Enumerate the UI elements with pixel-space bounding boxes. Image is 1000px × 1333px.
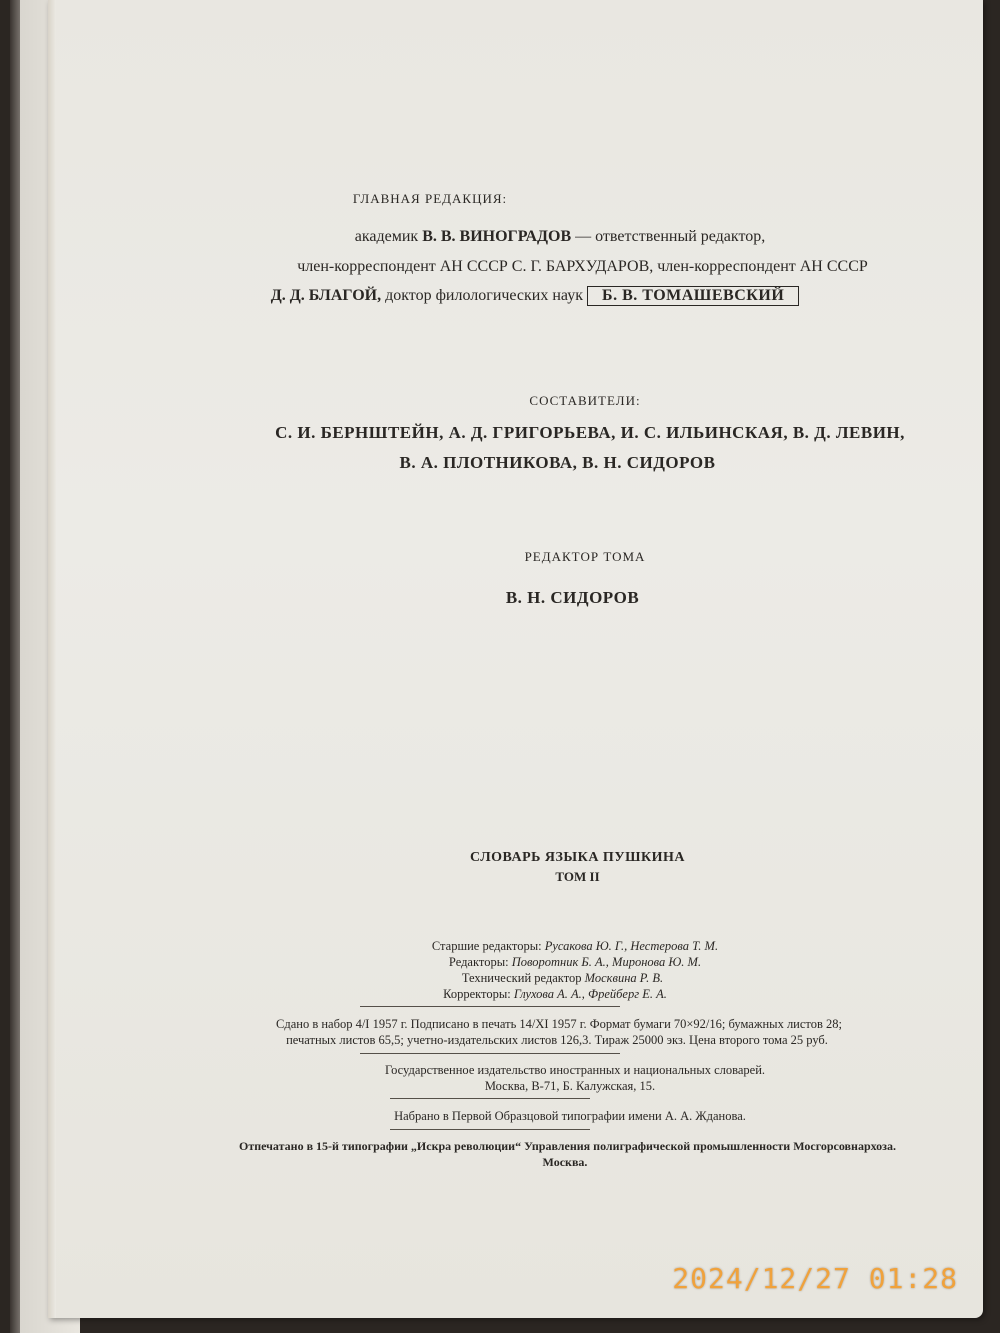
volume-editor-heading: РЕДАКТОР ТОМА bbox=[524, 549, 646, 564]
credit-technical-editor: Технический редактор Москвина Р. В. bbox=[461, 971, 664, 985]
credit-proofreaders: Корректоры: Глухова А. А., Фрейберг Е. А. bbox=[443, 987, 667, 1001]
typeset-info: Набрано в Первой Образцовой типографии имени А. А. Жданова. bbox=[394, 1109, 746, 1123]
credit-editors: Редакторы: Поворотник Б. А., Миронова Ю. М. bbox=[448, 955, 702, 969]
publisher-line-1: Государственное издательство иностранных и национальных словарей. bbox=[384, 1063, 766, 1077]
divider-rule bbox=[390, 1129, 590, 1130]
chief-editorial-line-1: академик В. В. ВИНОГРАДОВ — ответственный редактор, bbox=[354, 228, 766, 245]
divider-rule bbox=[360, 1053, 620, 1054]
book-volume: ТОМ II bbox=[555, 869, 600, 884]
publisher-line-2: Москва, В-71, Б. Калужская, 15. bbox=[484, 1079, 656, 1093]
print-info-line-2: печатных листов 65,5; учетно-издательских листов 126,3. Тираж 25000 экз. Цена второго тома 25 руб. bbox=[286, 1033, 828, 1047]
printed-line-1: Отпечатано в 15-й типографии „Искра революции“ Управления полиграфической промышленности Мосгорсовнархоза. bbox=[238, 1139, 896, 1153]
credit-senior-editors: Старшие редакторы: Русакова Ю. Г., Нестерова Т. М. bbox=[431, 939, 719, 953]
printed-line-2: Москва. bbox=[542, 1155, 588, 1169]
divider-rule bbox=[390, 1098, 590, 1099]
compilers-line-2: В. А. ПЛОТНИКОВА, В. Н. СИДОРОВ bbox=[399, 453, 716, 472]
chief-editorial-line-2: член-корреспондент АН СССР С. Г. БАРХУДАРОВ, член-корреспондент АН СССР bbox=[297, 258, 868, 275]
memorial-frame: Б. В. ТОМАШЕВСКИЙ bbox=[587, 286, 799, 306]
chief-editorial-line-3: Д. Д. БЛАГОЙ, доктор филологических наук Б. В. ТОМАШЕВСКИЙ bbox=[0, 286, 1000, 306]
photo-timestamp: 2024/12/27 01:28 bbox=[672, 1262, 958, 1295]
book-title: СЛОВАРЬ ЯЗЫКА ПУШКИНА bbox=[469, 850, 686, 865]
compilers-line-1: С. И. БЕРНШТЕЙН, А. Д. ГРИГОРЬЕВА, И. С. ИЛЬИНСКАЯ, В. Д. ЛЕВИН, bbox=[275, 423, 905, 442]
print-info-line-1: Сдано в набор 4/I 1957 г. Подписано в печать 14/XI 1957 г. Формат бумаги 70×92/16; бумажных листов 28; bbox=[276, 1017, 842, 1031]
compilers-heading: СОСТАВИТЕЛИ: bbox=[529, 393, 641, 408]
chief-editorial-heading: ГЛАВНАЯ РЕДАКЦИЯ: bbox=[352, 191, 508, 206]
volume-editor-name: В. Н. СИДОРОВ bbox=[505, 588, 640, 607]
divider-rule bbox=[360, 1006, 620, 1007]
